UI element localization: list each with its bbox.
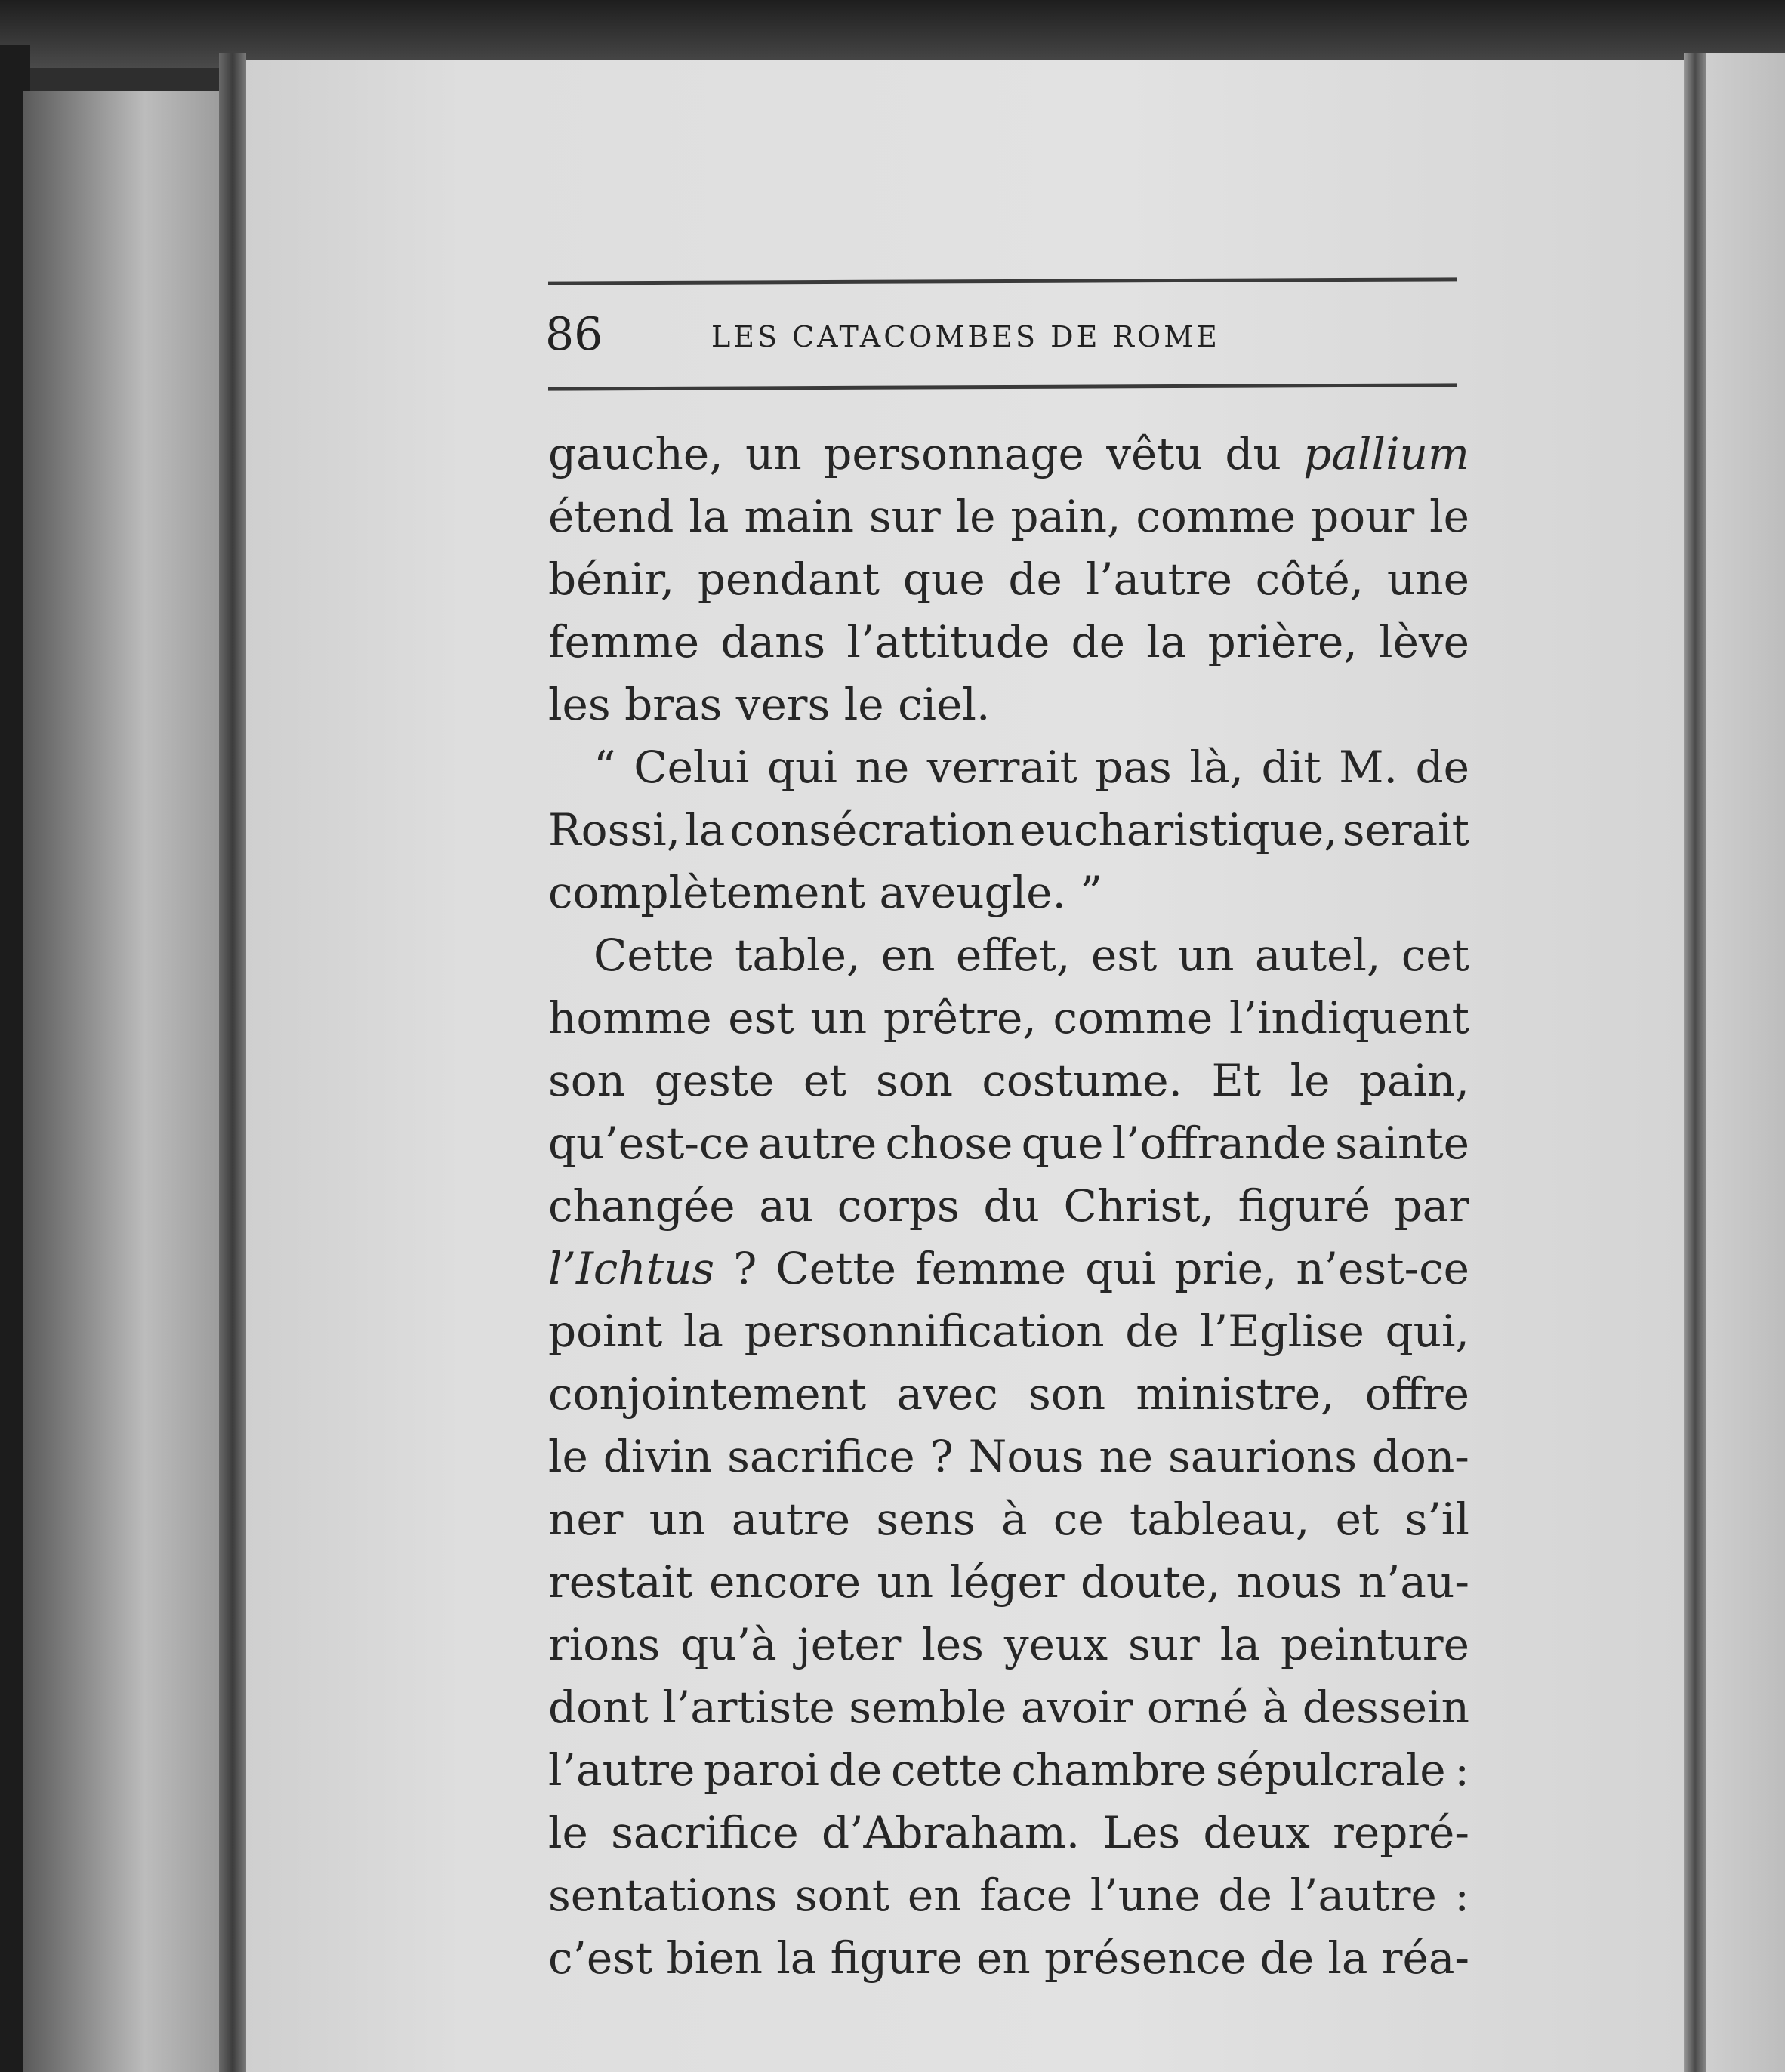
text-line: changée au corps du Christ, figuré par (548, 1180, 1469, 1232)
running-header (545, 302, 1459, 378)
text-line: femme dans l’attitude de la prière, lève (548, 616, 1469, 668)
scan-top-border (0, 0, 1785, 68)
body-text (548, 423, 1469, 1990)
text-line: son geste et son costume. Et le pain, (548, 1055, 1469, 1106)
text-line: “ Celui qui ne verrait pas là, dit M. de (593, 742, 1469, 793)
text-line: Cette table, en effet, est un autel, cet (593, 930, 1469, 981)
running-title: LES CATACOMBES DE ROME (711, 320, 1220, 353)
text-line: homme est un prêtre, comme l’indiquent (548, 992, 1469, 1044)
text-line: restait encore un léger doute, nous n’au- (548, 1556, 1469, 1608)
text-line: point la personnification de l’Eglise qui, (548, 1306, 1469, 1357)
page-number: 86 (545, 308, 603, 361)
text-line: bénir, pendant que de l’autre côté, une (548, 553, 1469, 605)
text-line: c’est bien la figure en présence de la réa- (548, 1932, 1469, 1984)
text-line: conjointement avec son ministre, offre (548, 1368, 1469, 1420)
text-line: dont l’artiste semble avoir orné à dessein (548, 1682, 1469, 1733)
text-line: rions qu’à jeter les yeux sur la peinture (548, 1619, 1469, 1670)
text-line: qu’est-ce autre chose que l’offrande sainte (548, 1118, 1469, 1169)
text-line: étend la main sur le pain, comme pour le (548, 491, 1469, 542)
next-page-edge (1706, 53, 1785, 2072)
text-line: le divin sacrifice ? Nous ne saurions don- (548, 1431, 1469, 1482)
text-line: Rossi, la consécration eucharistique, serait (548, 804, 1469, 856)
book-gutter (219, 53, 246, 2072)
text-line: complètement aveugle. ” (548, 867, 1103, 918)
page-right-edge (1684, 53, 1706, 2072)
text-line: les bras vers le ciel. (548, 679, 991, 730)
text-line: l’autre paroi de cette chambre sépulcrale : (548, 1744, 1469, 1796)
text-line: l’Ichtus ? Cette femme qui prie, n’est-ce (548, 1243, 1469, 1294)
text-line: sentations sont en face l’une de l’autre : (548, 1870, 1469, 1921)
previous-page-edge (23, 91, 227, 2072)
text-line: ner un autre sens à ce tableau, et s’il (548, 1494, 1469, 1545)
text-line: gauche, un personnage vêtu du pallium (548, 428, 1469, 479)
text-line: le sacrifice d’Abraham. Les deux repré- (548, 1807, 1469, 1858)
